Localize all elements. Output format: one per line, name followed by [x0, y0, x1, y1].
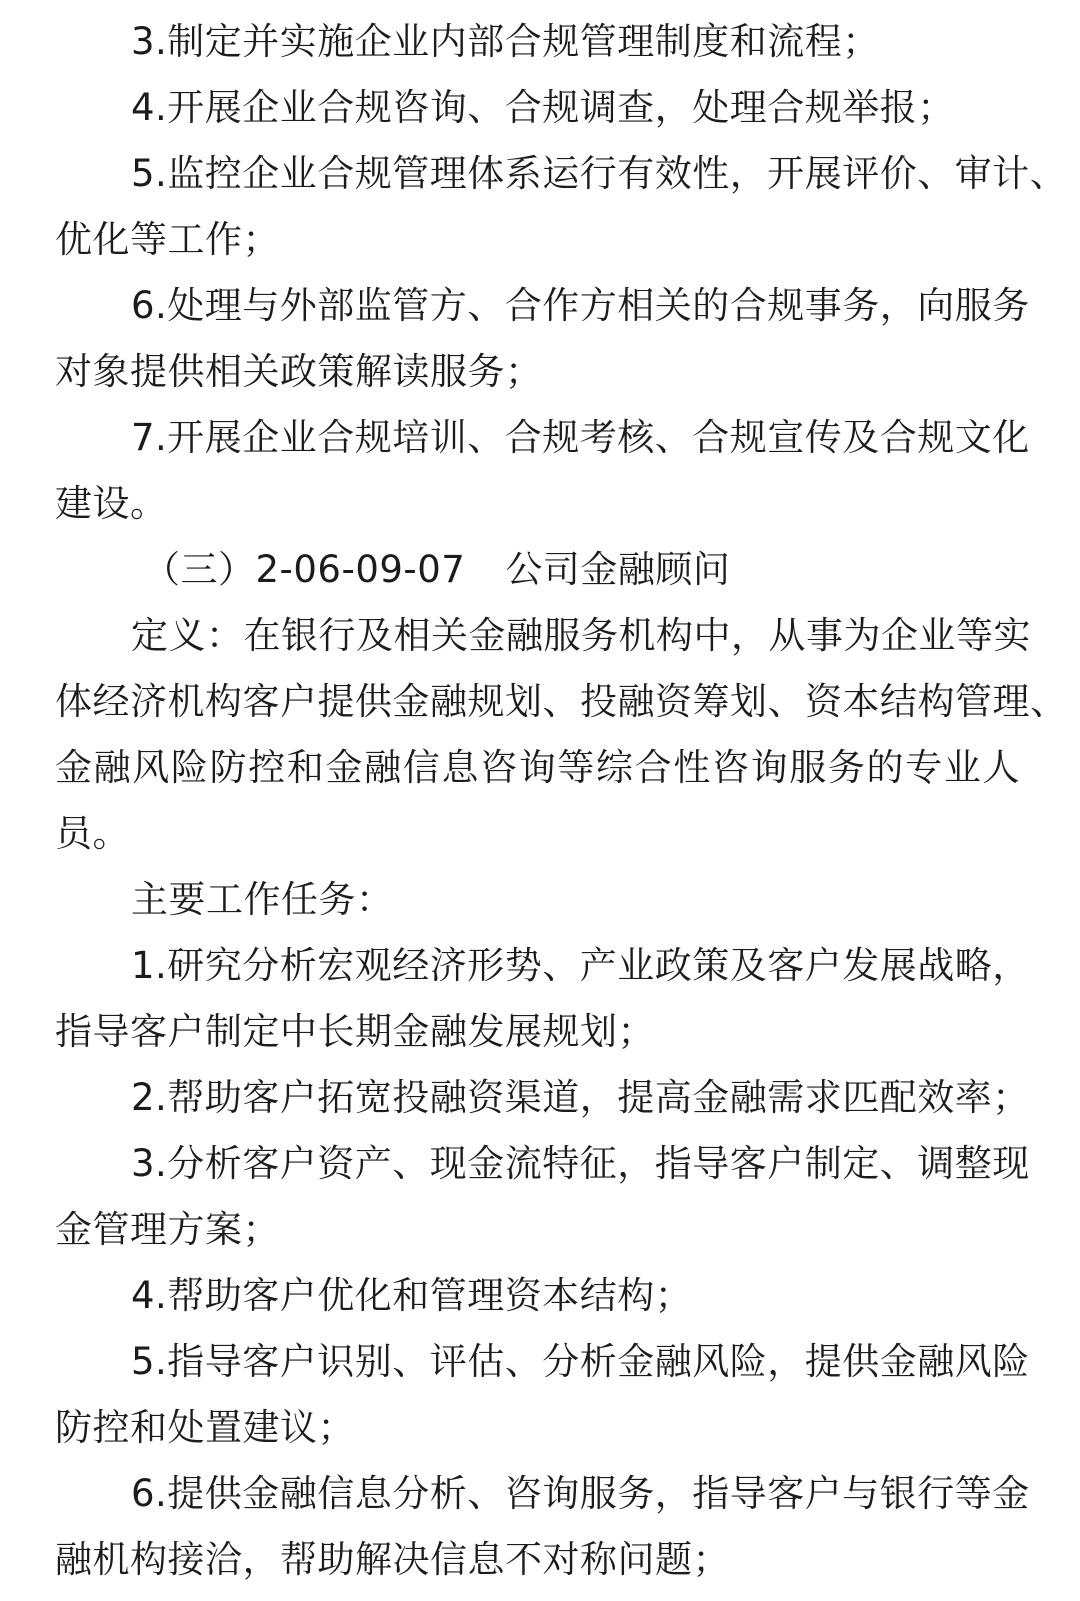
task-1-line1: 1.研究分析宏观经济形势、产业政策及客户发展战略，: [131, 944, 1030, 987]
prev-item-5-line1: 5.监控企业合规管理体系运行有效性，开展评价、审计、: [131, 152, 1068, 195]
prev-item-7-line2: 建设。: [55, 482, 168, 525]
prev-item-6-line1: 6.处理与外部监管方、合作方相关的合规事务，向服务: [131, 284, 1030, 327]
prev-item-7-line1: 7.开展企业合规培训、合规考核、合规宣传及合规文化: [131, 416, 1030, 459]
prev-item-5-line2: 优化等工作；: [55, 218, 280, 261]
task-6-line1: 6.提供金融信息分析、咨询服务，指导客户与银行等金: [131, 1472, 1030, 1515]
definition-line1: 定义：在银行及相关金融服务机构中，从事为企业等实: [131, 614, 1031, 657]
prev-item-3: 3.制定并实施企业内部合规管理制度和流程；: [131, 20, 880, 63]
task-3-line1: 3.分析客户资产、现金流特征，指导客户制定、调整现: [131, 1142, 1030, 1185]
section-title: 公司金融顾问: [505, 548, 731, 591]
tasks-heading: 主要工作任务：: [131, 878, 394, 921]
task-4: 4.帮助客户优化和管理资本结构；: [131, 1274, 693, 1317]
prev-item-6-line2: 对象提供相关政策解读服务；: [55, 350, 543, 393]
task-6-line2: 融机构接洽，帮助解决信息不对称问题；: [55, 1538, 730, 1581]
section-prefix: （三）: [143, 548, 256, 591]
task-3-line2: 金管理方案；: [55, 1208, 280, 1251]
definition-line3: 金融风险防控和金融信息咨询等综合性咨询服务的专业人: [55, 746, 1020, 789]
task-2: 2.帮助客户拓宽投融资渠道，提高金融需求匹配效率；: [131, 1076, 1030, 1119]
definition-line2: 体经济机构客户提供金融规划、投融资筹划、资本结构管理、: [55, 680, 1068, 723]
section-heading: [143, 542, 730, 598]
definition-line4: 员。: [55, 812, 130, 855]
task-5-line2: 防控和处置建议；: [55, 1406, 355, 1449]
section-code: 2-06-09-07: [255, 548, 466, 591]
task-5-line1: 5.指导客户识别、评估、分析金融风险，提供金融风险: [131, 1340, 1030, 1383]
prev-item-4: 4.开展企业合规咨询、合规调查，处理合规举报；: [131, 86, 955, 129]
task-1-line2: 指导客户制定中长期金融发展规划；: [55, 1010, 655, 1053]
